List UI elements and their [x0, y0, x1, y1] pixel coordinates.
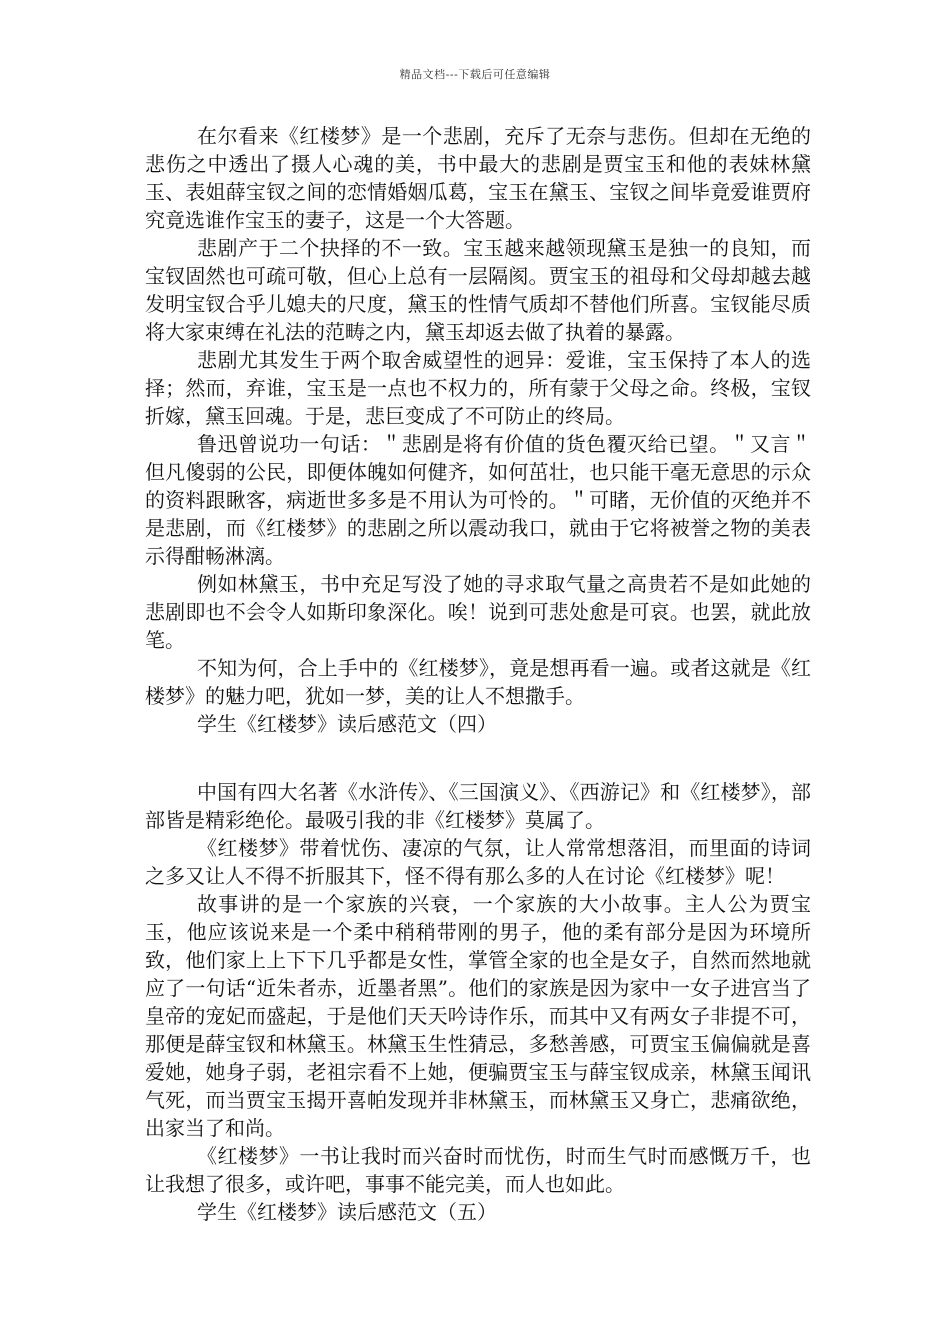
- section-title: 学生《红楼梦》读后感范文（五）: [197, 1200, 497, 1224]
- paragraph: 中国有四大名著《水浒传》、《三国演义》、《西游记》和《红楼梦》，部部皆是精彩绝伦。最吸引我的非《红楼梦》莫属了。: [145, 780, 811, 832]
- paragraph: 故事讲的是一个家族的兴衰，一个家族的大小故事。主人公为贾宝玉，他应该说来是一个柔中稍稍带刚的男子，他的柔有部分是因为环境所致，他们家上上下下几乎都是女性，掌管全家的也全是女子，自然而然地就应了一句话“近朱者赤，近墨者黑”。他们的家族是因为家中一女子进宫当了皇帝的宠妃而盛起，于是他们天天吟诗作乐，而其中又有两女子非提不可，那便是薛宝钗和林黛玉。林黛玉生性猜忌，多愁善感，可贾宝玉偏偏就是喜爱她，她身子弱，老祖宗看不上她，便骗贾宝玉与薛宝钗成亲，林黛玉闻讯气死，而当贾宝玉揭开喜帕发现并非林黛玉，而林黛玉又身亡，悲痛欲绝，出家当了和尚。: [145, 892, 811, 1140]
- paragraph: 不知为何，合上手中的《红楼梦》，竟是想再看一遍。或者这就是《红楼梦》的魅力吧，犹如一梦，美的让人不想撒手。: [145, 656, 811, 708]
- paragraph: 悲剧尤其发生于两个取舍威望性的迥异：爱谁，宝玉保持了本人的选择；然而，弃谁，宝玉是一点也不权力的，所有蒙于父母之命。终极，宝钗折嫁，黛玉回魂。于是，悲巨变成了不可防止的终局。: [145, 348, 811, 428]
- paragraph: 《红楼梦》一书让我时而兴奋时而忧伤，时而生气时而感慨万千，也让我想了很多，或许吧，事事不能完美，而人也如此。: [145, 1144, 811, 1196]
- page-header: 精品文档---下载后可任意编辑: [399, 68, 551, 81]
- section-title: 学生《红楼梦》读后感范文（四）: [197, 712, 497, 736]
- document-body: [145, 122, 811, 1226]
- paragraph: 鲁迅曾说功一句话：＂悲剧是将有价值的货色覆灭给已望。＂又言＂但凡傻弱的公民，即便体魄如何健齐，如何茁壮，也只能干毫无意思的示众的资料跟瞅客，病逝世多多是不用认为可怜的。＂可睹，无价值的灭绝并不是悲剧，而《红楼梦》的悲剧之所以震动我口，就由于它将被誉之物的美表示得酣畅淋漓。: [145, 432, 811, 568]
- paragraph: 悲剧产于二个抉择的不一致。宝玉越来越领现黛玉是独一的良知，而宝钗固然也可疏可敬，但心上总有一层隔阂。贾宝玉的祖母和父母却越去越发明宝钗合乎儿媳夫的尺度，黛玉的性情气质却不替他们所喜。宝钗能尽质将大家束缚在礼法的范畴之内，黛玉却返去做了执着的暴露。: [145, 236, 811, 344]
- paragraph: 《红楼梦》带着忧伤、凄凉的气氛，让人常常想落泪，而里面的诗词之多又让人不得不折服其下，怪不得有那么多的人在讨论《红楼梦》呢！: [145, 836, 811, 888]
- paragraph: 例如林黛玉，书中充足写没了她的寻求取气量之高贵若不是如此她的悲剧即也不会令人如斯印象深化。唉！说到可悲处愈是可哀。也罢，就此放笔。: [145, 572, 811, 652]
- section-gap: [145, 738, 811, 778]
- paragraph: 在尔看来《红楼梦》是一个悲剧，充斥了无奈与悲伤。但却在无绝的悲伤之中透出了摄人心魂的美，书中最大的悲剧是贾宝玉和他的表妹林黛玉、表姐薛宝钗之间的恋情婚姻瓜葛，宝玉在黛玉、宝钗之间毕竟爱谁贾府究竟选谁作宝玉的妻子，这是一个大答题。: [145, 124, 811, 232]
